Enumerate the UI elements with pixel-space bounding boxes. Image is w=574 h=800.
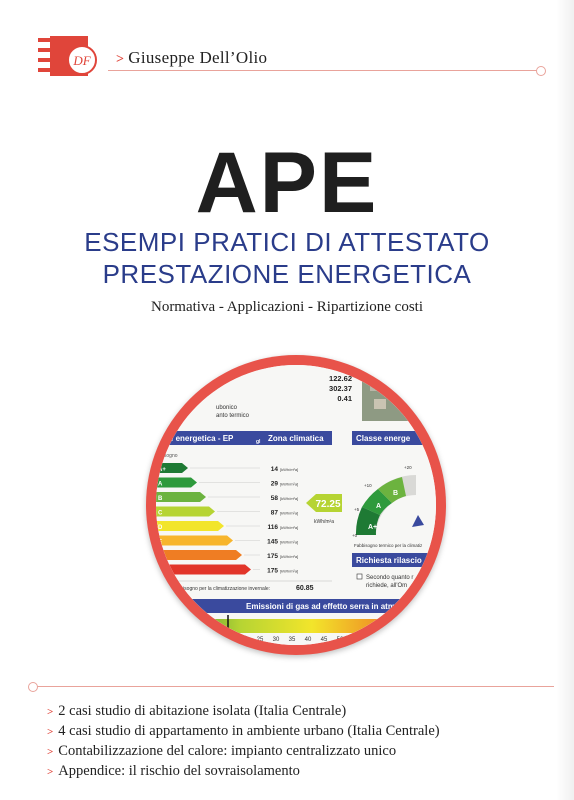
energy-class-header-text: sse energetica - EP bbox=[160, 434, 234, 443]
top-divider-end bbox=[536, 66, 546, 76]
book-tagline: Normativa - Applicazioni - Ripartizione costi bbox=[150, 299, 423, 315]
list-item bbox=[47, 702, 440, 722]
top-value-2: 302.37 bbox=[329, 384, 352, 393]
list-item-text: Appendice: il rischio del sovraisolamento bbox=[58, 763, 300, 779]
energy-class-value: 175 bbox=[267, 553, 278, 560]
page-edge-shadow bbox=[556, 0, 574, 800]
list-item-text: 2 casi studio di abitazione isolata (Italia Centrale) bbox=[58, 703, 347, 719]
gauge-tick-3: +0 bbox=[352, 533, 358, 538]
chevron-right-icon: > bbox=[47, 746, 54, 758]
contents-list bbox=[47, 702, 440, 782]
chevron-right-icon: > bbox=[47, 726, 54, 738]
chevron-right-icon: > bbox=[116, 52, 125, 67]
energy-certificate-illustration bbox=[156, 365, 436, 645]
svg-text:DF: DF bbox=[73, 53, 91, 68]
energy-class-label: A bbox=[158, 481, 163, 488]
top-label-1: ubonico bbox=[216, 405, 238, 411]
request-text-2: richiede, all'Om bbox=[366, 583, 408, 589]
author-name-text: Giuseppe Dell’Olio bbox=[128, 48, 268, 67]
list-item bbox=[47, 742, 440, 762]
emissions-tick-label: 20 bbox=[240, 637, 248, 643]
demand-note: le del fabbisogno per la climatizzazione invernale: bbox=[160, 586, 271, 592]
certificate-image bbox=[156, 365, 436, 645]
top-value-1: 122.62 bbox=[329, 374, 352, 383]
energy-class-unit: [kWh/m²a] bbox=[280, 496, 299, 501]
certificate-lens bbox=[146, 355, 446, 655]
chevron-right-icon: > bbox=[47, 766, 54, 778]
emissions-header-text: Emissioni di gas ad effetto serra in atmo bbox=[246, 602, 400, 611]
energy-class-bar-b bbox=[156, 492, 206, 502]
list-item bbox=[47, 762, 440, 782]
top-divider bbox=[108, 70, 538, 71]
aerial-photo bbox=[362, 371, 436, 421]
energy-class-value: 14 bbox=[270, 466, 278, 473]
energy-class-bar-g bbox=[156, 565, 251, 575]
energy-class-unit: [kWh/m²a] bbox=[280, 539, 299, 545]
list-item-text: Contabilizzazione del calore: impianto centralizzato unico bbox=[58, 743, 397, 759]
emissions-tick-label: 25 bbox=[256, 637, 264, 643]
energy-class-value: 145 bbox=[267, 538, 278, 546]
energy-class-unit: [kWh/m²a] bbox=[280, 510, 299, 516]
energy-class-label: D bbox=[158, 525, 163, 531]
energy-class-bar-f bbox=[156, 550, 242, 560]
book-subtitle-line-1: ESEMPI PRATICI DI ATTESTATO bbox=[84, 227, 490, 257]
energy-class-value: 175 bbox=[267, 567, 278, 575]
energy-class-label: C bbox=[158, 510, 163, 517]
top-label-2: anto termico bbox=[216, 413, 250, 419]
zone-header-text: Zona climatica bbox=[268, 434, 324, 443]
energy-class-label: B bbox=[158, 496, 163, 502]
scale-label: bisogno bbox=[160, 453, 178, 459]
gauge-label-a: A bbox=[376, 503, 382, 510]
energy-class-label: E bbox=[158, 539, 163, 546]
request-header-text: Richiesta rilascio bbox=[356, 556, 422, 565]
emissions-scale bbox=[156, 619, 396, 633]
energy-class-unit: [kWh/m²a] bbox=[280, 525, 299, 530]
demand-value: 60.85 bbox=[296, 585, 314, 592]
book-title: APE bbox=[195, 135, 379, 231]
emissions-tick-label: 35 bbox=[288, 637, 296, 643]
gauge-tick-4: +20 bbox=[404, 465, 412, 470]
gauge-tick-1: +10 bbox=[364, 483, 372, 488]
publisher-logo bbox=[38, 36, 106, 80]
energy-class-value: 58 bbox=[270, 495, 278, 502]
energy-class-header-sub: gl bbox=[256, 439, 261, 445]
current-value: 72.25 bbox=[315, 499, 341, 510]
energy-class-label: F bbox=[158, 554, 162, 560]
request-text-1: Secondo quanto r bbox=[366, 575, 414, 581]
energy-class-label: G bbox=[158, 568, 163, 575]
class-header-text: Classe energe bbox=[356, 434, 411, 443]
energy-class-unit: [kWh/m²a] bbox=[280, 467, 299, 472]
gauge-label-b: B bbox=[393, 490, 399, 497]
energy-class-value: 29 bbox=[270, 480, 278, 488]
energy-class-label: A+ bbox=[158, 467, 166, 473]
gauge-label-aplus: A+ bbox=[368, 524, 378, 531]
energy-class-unit: [kWh/m²a] bbox=[280, 554, 299, 559]
chevron-right-icon: > bbox=[47, 706, 54, 718]
bottom-divider-end bbox=[28, 682, 38, 692]
emissions-tick-label: 45 bbox=[320, 637, 328, 643]
energy-class-unit: [kWh/m²a] bbox=[280, 568, 299, 574]
list-item-text: 4 casi studio di appartamento in ambiente urbano (Italia Centrale) bbox=[58, 723, 440, 739]
energy-class-bar-c bbox=[156, 507, 215, 517]
top-value-3: 0.41 bbox=[337, 394, 352, 403]
gauge-tick-2: +5 bbox=[354, 507, 360, 512]
emissions-tick-label: 50 bbox=[336, 637, 344, 643]
current-unit: kWh/m²a bbox=[314, 519, 334, 525]
author-name bbox=[116, 48, 267, 68]
energy-class-bar-d bbox=[156, 521, 224, 531]
energy-class-value: 116 bbox=[267, 524, 278, 531]
book-subtitle-line-2: PRESTAZIONE ENERGETICA bbox=[102, 259, 472, 289]
energy-class-bar-e bbox=[156, 536, 233, 546]
emissions-tick-label: 40 bbox=[304, 637, 312, 643]
energy-class-value: 87 bbox=[270, 509, 278, 517]
emissions-tick-label: 30 bbox=[272, 637, 280, 643]
gauge-note: Fabbisogno termico per la climatiz bbox=[354, 543, 423, 548]
bottom-divider bbox=[34, 686, 554, 687]
list-item bbox=[47, 722, 440, 742]
request-checkbox bbox=[357, 574, 362, 579]
energy-class-unit: [kWh/m²a] bbox=[280, 481, 299, 487]
